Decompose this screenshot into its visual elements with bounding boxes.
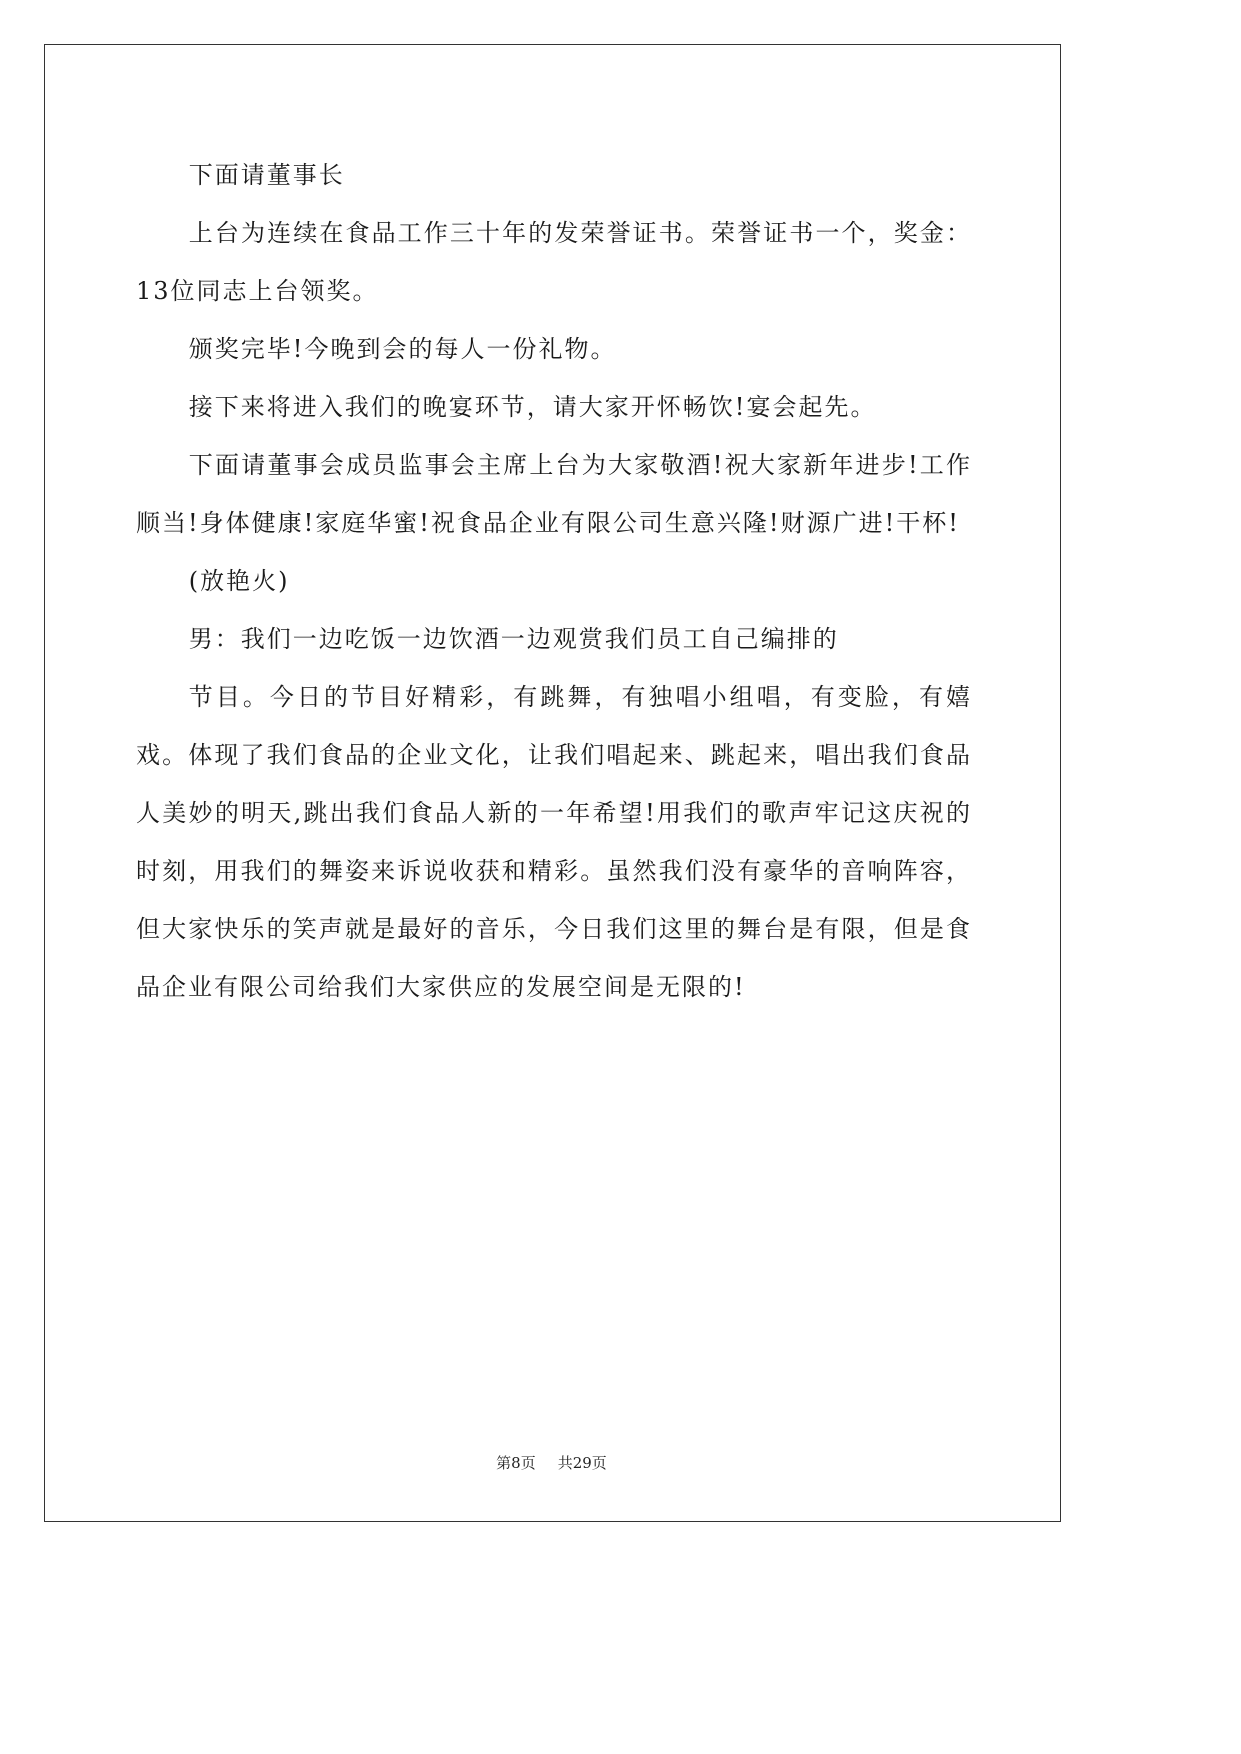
document-body [136,146,972,1016]
paragraph: 接下来将进入我们的晚宴环节，请大家开怀畅饮!宴会起先。 [188,393,877,421]
page-number: 第8页 [496,1454,536,1472]
paragraph: 上台为连续在食品工作三十年的发荣誉证书。荣誉证书一个，奖金：13位同志上台领奖。 [136,219,972,305]
page-total: 共29页 [557,1454,607,1472]
paragraph: 下面请董事会成员监事会主席上台为大家敬酒!祝大家新年进步!工作顺当!身体健康!家庭华蜜!祝食品企业有限公司生意兴隆!财源广进!干杯! [136,451,972,537]
page-footer [0,1452,1103,1473]
paragraph: 下面请董事长 [188,161,345,189]
paragraph: 男：我们一边吃饭一边饮酒一边观赏我们员工自己编排的 [188,625,839,653]
paragraph: 颁奖完毕!今晚到会的每人一份礼物。 [188,335,617,363]
paragraph: (放艳火) [188,567,290,595]
paragraph: 节目。今日的节目好精彩，有跳舞，有独唱小组唱，有变脸，有嬉戏。体现了我们食品的企业文化，让我们唱起来、跳起来，唱出我们食品人美妙的明天,跳出我们食品人新的一年希望!用我们的歌声牢记这庆祝的时刻，用我们的舞姿来诉说收获和精彩。虽然我们没有豪华的音响阵容，但大家快乐的笑声就是最好的音乐，今日我们这里的舞台是有限，但是食品企业有限公司给我们大家供应的发展空间是无限的! [136,683,972,1001]
